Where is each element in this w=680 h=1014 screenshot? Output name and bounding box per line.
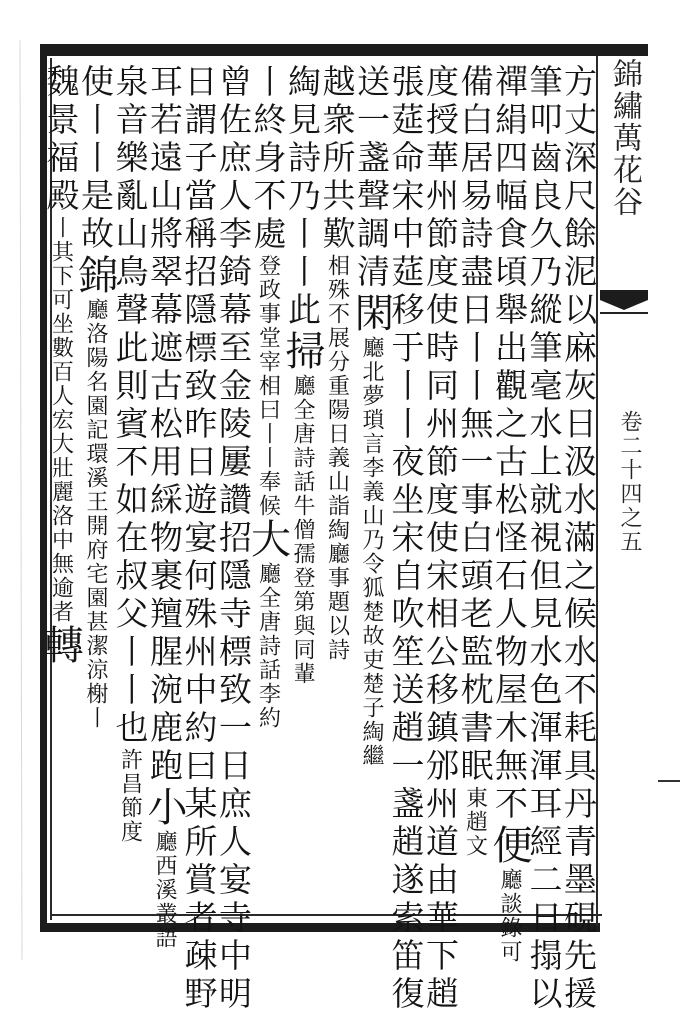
annotation-text: 廳 xyxy=(290,374,315,398)
body-text: 使丨丨是故 xyxy=(76,64,115,254)
body-text: 曾佐庶人李錡幕至金陵屢讚招隱寺標致一日庶人宴寺中明 xyxy=(214,64,253,1014)
margin-book-title: 錦繡萬花谷 xyxy=(607,58,642,218)
entry-heading-char: 小 xyxy=(141,786,187,830)
body-text: 耳若遠山將翠幕遮古松用綵物裹羶腥涴鹿跑 xyxy=(145,64,184,786)
entry-heading-char: 大 xyxy=(244,518,291,562)
annotation-text: 廳談錄可 xyxy=(497,868,522,964)
fishtail-rule xyxy=(600,312,648,314)
text-column xyxy=(279,64,325,686)
entry-heading-char: 便 xyxy=(486,824,532,868)
margin-volume-label: 卷二十四之五 xyxy=(617,410,642,554)
annotation-text: 廳 xyxy=(152,830,177,854)
text-column xyxy=(457,64,493,858)
annotation-text: 北夢瑣言李義山乃令狐楚故吏楚子綯繼 xyxy=(359,360,384,768)
body-text: 綯見詩乃丨丨此 xyxy=(283,64,322,330)
body-text: 度授華州節度使時同州節度使宋相公移鎮邠州道由華下趙 xyxy=(421,64,460,1014)
text-column xyxy=(181,64,217,1014)
text-column xyxy=(526,64,562,1014)
page-edge xyxy=(648,30,680,969)
text-column xyxy=(215,64,251,1014)
annotation-text: 廳 xyxy=(255,562,281,586)
frame-border-top xyxy=(42,44,648,56)
annotation-text: 西溪叢語 xyxy=(152,854,177,950)
body-text: 筆叩齒良久乃縱筆毫水上就視但見水色渾渾耳經二日搨以 xyxy=(524,64,564,1014)
annotation-text: 廳 xyxy=(83,298,108,322)
body-text: 魏景福殿 xyxy=(41,64,81,216)
entry-heading-char: 掃 xyxy=(279,330,325,374)
body-text: 越衆所共歎 xyxy=(317,64,357,254)
entry-heading-char: 錦 xyxy=(72,254,118,298)
body-text: 丨終身不處 xyxy=(248,64,288,254)
body-text: 泉音樂亂山鳥聲此則賓不如在叔父丨丨也 xyxy=(110,64,150,748)
body-text: 送一盞聲調清 xyxy=(352,64,391,292)
annotation-text: 許昌節度 xyxy=(117,748,143,844)
text-column xyxy=(560,64,596,1014)
body-text: 方丈深尺餘泥以麻灰日汲水滿之候水不耗具丹青墨硯先援 xyxy=(559,64,598,1014)
annotation-text: 丨其下可坐數百人宏大壯麗洛中無逾者 xyxy=(48,216,74,624)
page-edge-mark xyxy=(658,780,680,782)
text-column xyxy=(112,64,148,844)
body-text: 張莚命宋中莚移于丨丨夜坐宋自吹笙送趙一盞趙遂索笛復 xyxy=(386,64,426,1014)
text-column xyxy=(486,64,532,964)
annotation-text: 全唐詩話李約 xyxy=(255,586,281,730)
text-column xyxy=(348,64,394,768)
annotation-text: 全唐詩話牛僧孺登第與同輩 xyxy=(290,398,315,686)
annotation-text: 洛陽名園記環溪王開府宅園甚潔涼榭丨 xyxy=(83,322,108,730)
text-column xyxy=(37,64,84,668)
fishtail-mark xyxy=(600,290,648,314)
body-text: 禪絹四幅食頃舉出觀之古松怪石人物屋木無不 xyxy=(490,64,529,824)
text-column xyxy=(244,64,291,730)
annotation-text: 廳 xyxy=(359,336,384,360)
body-text: 備白居易詩盡日丨丨無一事白頭老監枕書眠 xyxy=(455,64,495,786)
text-column xyxy=(422,64,458,1014)
text-column xyxy=(388,64,424,1014)
entry-heading-char: 轉 xyxy=(37,624,84,668)
entry-heading-char: 閑 xyxy=(348,292,394,336)
annotation-text: 東趙文 xyxy=(462,786,488,858)
annotation-text: 登政事堂宰相曰丨丨奉候 xyxy=(255,254,281,518)
body-text: 日謂子當稱招隱標致昨日遊宴何殊州中約曰某所賞者疎野 xyxy=(179,64,219,1014)
text-column xyxy=(141,64,187,950)
annotation-text: 相殊不展分重陽日義山詣綯廳事題以詩 xyxy=(324,254,350,662)
